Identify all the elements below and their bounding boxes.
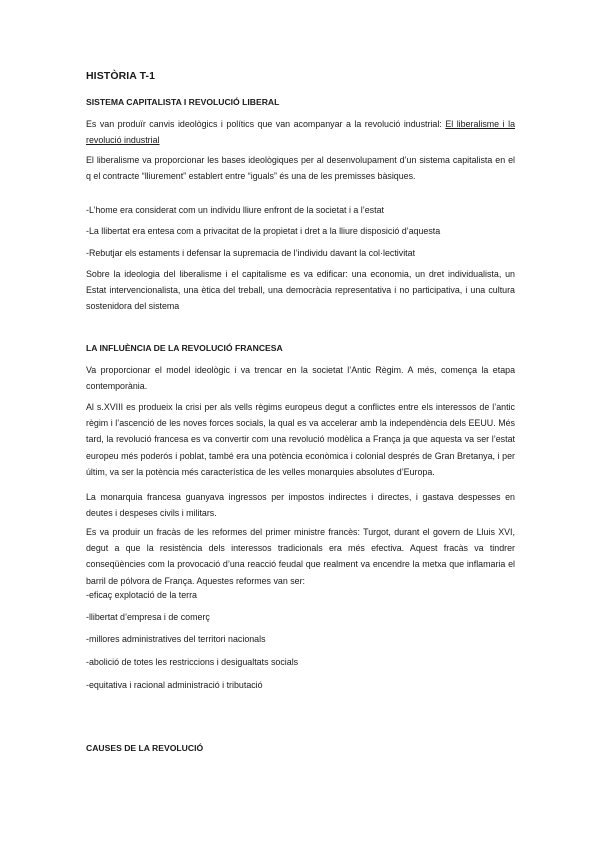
reform-item-abolition: -abolició de totes les restriccions i desigualtats socials [86, 657, 299, 667]
paragraph-intro [86, 116, 515, 148]
reform-item-taxation: -equitativa i racional administració i tributació [86, 680, 263, 690]
paragraph-monarchy: La monarquia francesa guanyava ingressos per impostos indirectes i directes, i gastava despesses en deutes i despeses civils i militars. [86, 492, 515, 519]
reform-item-administrative: -millores administratives del territori nacionals [86, 634, 266, 644]
page-title: HISTÒRIA T-1 [86, 70, 156, 82]
paragraph-ideology: Sobre la ideologia del liberalisme i el capitalisme es va edificar: una economia, un dret individualista, un Estat intervencionalista, una ètica del treball, una democràcia representativa i no participativa, i una cultura sostenidora del sistema [86, 269, 515, 312]
underlined-topic: El liberalisme i la revolució industrial [86, 119, 515, 146]
paragraph-model: Va proporcionar el model ideològic i va trencar en la societat l’Antic Règim. A més, comença la etapa contemporània. [86, 365, 515, 392]
bullet-estates: -Rebutjar els estaments i defensar la supremacia de l’individu davant la col·lectivitat [86, 248, 416, 258]
reform-item-land: -eficaç explotació de la terra [86, 590, 197, 600]
section-heading-capitalism: SISTEMA CAPITALISTA I REVOLUCIÓ LIBERAL [86, 97, 280, 107]
paragraph-intro-text: Es van produïr canvis ideològics i polítics que van acompanyar a la revolució industrial: [86, 119, 446, 129]
paragraph-liberalism: El liberalisme va proporcionar les bases ideològiques per al desenvolupament d’un sistema capitalista en el q el contracte “lliurement” establert entre “iguals” és una de les premisses bàsiques. [86, 155, 515, 182]
reform-item-enterprise: -llibertat d’empresa i de comerç [86, 612, 210, 622]
bullet-freedom: -La llibertat era entesa com a privacitat de la propietat i dret a la lliure disposició d’aquesta [86, 226, 441, 236]
bullet-individual: -L’home era considerat com un individu lliure enfront de la societat i a l’estat [86, 205, 384, 215]
section-heading-causes: CAUSES DE LA REVOLUCIÓ [86, 743, 204, 753]
paragraph-reforms: Es va produir un fracàs de les reformes del primer ministre francès: Turgot, durant el govern de Lluis XVI, degut a que la resistència dels interessos tradicionals era més efectiva. Aquest fracàs va tindrer conseqüències com la provocació d’una reacció feudal que realment va encendre la metxa que inflamaria el barril de pólvora de França. Aquestes reformes van ser: [86, 527, 515, 586]
paragraph-crisis: Al s.XVIII es produeix la crisi per als vells règims europeus degut a conflictes entre els interessos de l’antic règim i l’ascenció de les noves forces socials, la qual es va accelerar amb la independència dels EEUU. Més tard, la revolució francesa es va convertir com una revolució modèlica a França ja que aquesta va ser l’estat europeu més poderós i poblat, també era una potència econòmica i colonial després de Gran Bretanya, i per últim, va ser la potència més característica de les velles monarquies absolutes d’Europa. [86, 402, 515, 477]
section-heading-french-revolution: LA INFLUÈNCIA DE LA REVOLUCIÓ FRANCESA [86, 343, 283, 353]
